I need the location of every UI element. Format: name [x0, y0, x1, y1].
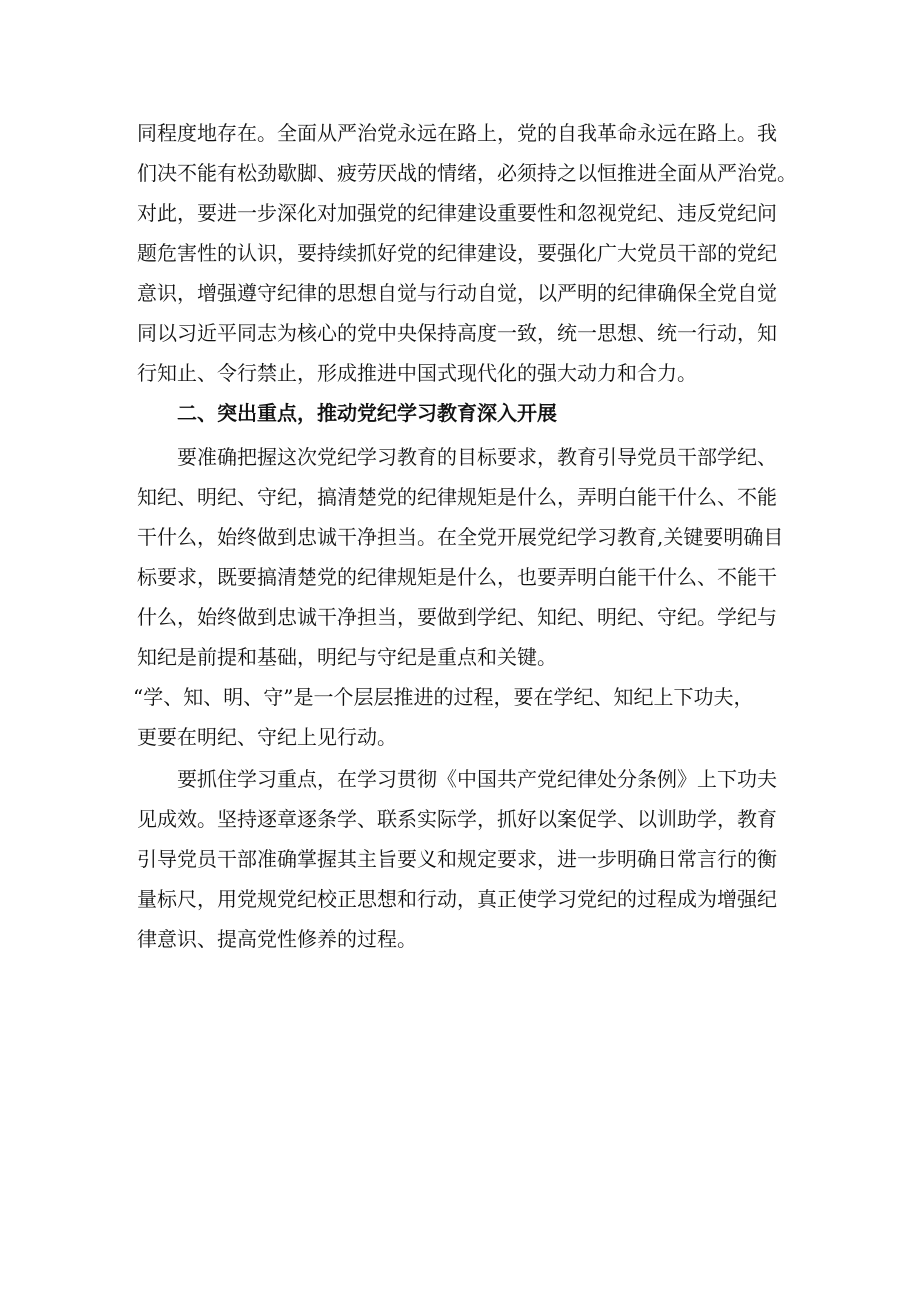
text-line: 题危害性的认识，要持续抓好党的纪律建设，要强化广大党员干部的党纪	[137, 241, 777, 265]
text-line: 们决不能有松劲歇脚、疲劳厌战的情绪，必须持之以恒推进全面从严治党。	[137, 161, 797, 185]
paragraph-1	[137, 113, 797, 393]
text-line: 律意识、提高党性修养的过程。	[137, 927, 417, 951]
text-line: 什么，始终做到忠诚干净担当，要做到学纪、知纪、明纪、守纪。学纪与	[137, 605, 777, 629]
paragraph-2	[137, 437, 787, 677]
text-line: 要抓住学习重点，在学习贯彻《中国共产党纪律处分条例》上下功夫	[177, 767, 777, 791]
text-line: 量标尺，用党规党纪校正思想和行动，真正使学习党纪的过程成为增强纪	[137, 887, 777, 911]
text-line: 对此，要进一步深化对加强党的纪律建设重要性和忽视党纪、违反党纪问	[137, 201, 777, 225]
section-heading: 二、突出重点，推动党纪学习教育深入开展	[177, 401, 557, 425]
text-line: 知纪是前提和基础，明纪与守纪是重点和关键。	[137, 645, 557, 669]
text-line: 引导党员干部准确掌握其主旨要义和规定要求，进一步明确日常言行的衡	[137, 847, 777, 871]
paragraph-4	[137, 759, 787, 959]
text-line: 同以习近平同志为核心的党中央保持高度一致，统一思想、统一行动，知	[137, 321, 777, 345]
text-line: 同程度地存在。全面从严治党永远在路上，党的自我革命永远在路上。我	[137, 121, 777, 145]
paragraph-3	[133, 677, 787, 757]
text-line: 知纪、明纪、守纪，搞清楚党的纪律规矩是什么，弄明白能干什么、不能	[137, 485, 777, 509]
text-line: 标要求，既要搞清楚党的纪律规矩是什么，也要弄明白能干什么、不能干	[137, 565, 777, 589]
document-body	[133, 113, 797, 959]
text-line: 意识，增强遵守纪律的思想自觉与行动自觉，以严明的纪律确保全党自觉	[137, 281, 777, 305]
text-line: 见成效。坚持逐章逐条学、联系实际学，抓好以案促学、以训助学，教育	[137, 807, 777, 831]
text-line: 要准确把握这次党纪学习教育的目标要求，教育引导党员干部学纪、	[177, 445, 777, 469]
text-line: 更要在明纪、守纪上见行动。	[137, 725, 397, 749]
text-line: 行知止、令行禁止，形成推进中国式现代化的强大动力和合力。	[137, 361, 697, 385]
text-line: “学、知、明、守”是一个层层推进的过程，要在学纪、知纪上下功夫，	[133, 685, 754, 709]
text-line: 干什么，始终做到忠诚干净担当。在全党开展党纪学习教育,关键要明确目	[137, 525, 784, 549]
